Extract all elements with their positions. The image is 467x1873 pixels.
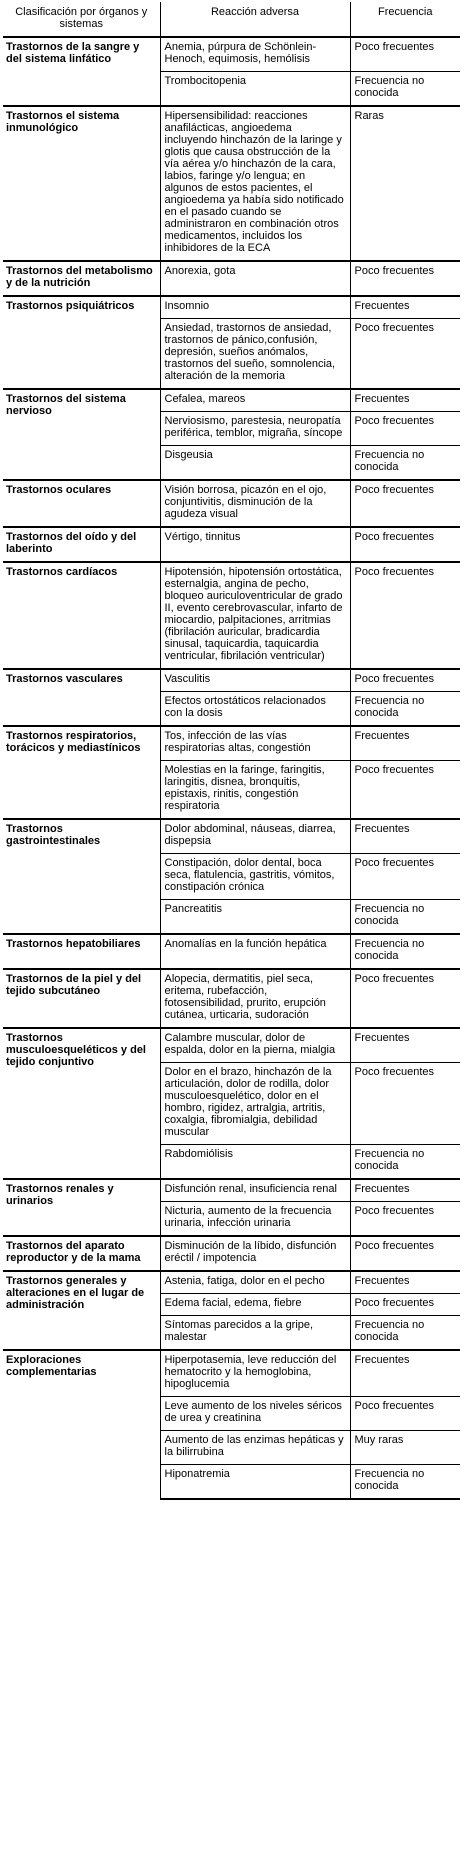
frequency-cell: Poco frecuentes: [350, 969, 460, 1028]
table-row: [3, 1179, 460, 1202]
adverse-reaction-cell: Vasculitis: [160, 669, 350, 692]
frequency-cell: Poco frecuentes: [350, 261, 460, 296]
frequency-cell: Frecuentes: [350, 389, 460, 412]
frequency-cell: Frecuencia no conocida: [350, 692, 460, 727]
table-row: [3, 106, 460, 261]
header-organ-class: Clasificación por órganos y sistemas: [3, 2, 160, 37]
frequency-cell: Poco frecuentes: [350, 412, 460, 446]
adverse-reaction-cell: Cefalea, mareos: [160, 389, 350, 412]
adverse-reaction-cell: Nicturia, aumento de la frecuencia urinaria, infección urinaria: [160, 1202, 350, 1237]
adverse-reaction-cell: Anemia, púrpura de Schönlein-Henoch, equimosis, hemólisis: [160, 37, 350, 72]
adverse-reaction-cell: Calambre muscular, dolor de espalda, dolor en la pierna, mialgia: [160, 1028, 350, 1063]
table-row: [3, 562, 460, 669]
frequency-cell: Poco frecuentes: [350, 1236, 460, 1271]
adverse-reaction-cell: Vértigo, tinnitus: [160, 527, 350, 562]
frequency-cell: Poco frecuentes: [350, 854, 460, 900]
adverse-reaction-cell: Astenia, fatiga, dolor en el pecho: [160, 1271, 350, 1294]
table-row: [3, 37, 460, 72]
organ-class-cell: Trastornos cardíacos: [3, 562, 160, 669]
table-header-row: [3, 2, 460, 37]
organ-class-cell: Trastornos psiquiátricos: [3, 296, 160, 389]
organ-class-cell: Trastornos del aparato reproductor y de la mama: [3, 1236, 160, 1271]
table-row: [3, 389, 460, 412]
table-body: [3, 37, 460, 1499]
adverse-reaction-cell: Anorexia, gota: [160, 261, 350, 296]
adverse-reaction-cell: Disfunción renal, insuficiencia renal: [160, 1179, 350, 1202]
adverse-reaction-cell: Molestias en la faringe, faringitis, laringitis, disnea, bronquitis, epistaxis, rinitis, congestión respiratoria: [160, 761, 350, 820]
adverse-reaction-cell: Hipotensión, hipotensión ortostática, esternalgia, angina de pecho, bloqueo auriculoventricular de grado II, evento cerebrovascular, infarto de miocardio, palpitaciones, arritmias (fibrilación auricular, bradicardia sinusal, taquicardia, taquicardia ventricular, fibrilación ventricular): [160, 562, 350, 669]
frequency-cell: Poco frecuentes: [350, 1294, 460, 1316]
adverse-reaction-cell: Insomnio: [160, 296, 350, 319]
adverse-reaction-cell: Efectos ortostáticos relacionados con la dosis: [160, 692, 350, 727]
frequency-cell: Poco frecuentes: [350, 1202, 460, 1237]
adverse-reaction-cell: Leve aumento de los niveles séricos de urea y creatinina: [160, 1397, 350, 1431]
table-row: [3, 527, 460, 562]
adverse-reaction-cell: Constipación, dolor dental, boca seca, flatulencia, gastritis, vómitos, constipación crónica: [160, 854, 350, 900]
table-row: [3, 969, 460, 1028]
frequency-cell: Frecuentes: [350, 1350, 460, 1397]
frequency-cell: Frecuentes: [350, 726, 460, 761]
frequency-cell: Frecuentes: [350, 296, 460, 319]
frequency-cell: Poco frecuentes: [350, 669, 460, 692]
adverse-reaction-cell: Hiponatremia: [160, 1465, 350, 1500]
adverse-reaction-cell: Síntomas parecidos a la gripe, malestar: [160, 1316, 350, 1351]
adverse-reactions-table: [3, 2, 460, 1500]
table-row: [3, 819, 460, 854]
frequency-cell: Frecuentes: [350, 1179, 460, 1202]
adverse-reaction-cell: Disgeusia: [160, 446, 350, 481]
organ-class-cell: Trastornos musculoesqueléticos y del tejido conjuntivo: [3, 1028, 160, 1179]
frequency-cell: Frecuencia no conocida: [350, 1145, 460, 1180]
frequency-cell: Frecuentes: [350, 819, 460, 854]
adverse-reaction-cell: Dolor abdominal, náuseas, diarrea, dispepsia: [160, 819, 350, 854]
adverse-reaction-cell: Trombocitopenia: [160, 72, 350, 107]
adverse-reaction-cell: Edema facial, edema, fiebre: [160, 1294, 350, 1316]
frequency-cell: Poco frecuentes: [350, 527, 460, 562]
organ-class-cell: Trastornos gastrointestinales: [3, 819, 160, 934]
table-row: [3, 726, 460, 761]
table-row: [3, 261, 460, 296]
organ-class-cell: Trastornos de la piel y del tejido subcutáneo: [3, 969, 160, 1028]
organ-class-cell: Trastornos respiratorios, torácicos y mediastínicos: [3, 726, 160, 819]
adverse-reaction-cell: Pancreatitis: [160, 900, 350, 935]
organ-class-cell: Trastornos generales y alteraciones en el lugar de administración: [3, 1271, 160, 1350]
table-row: [3, 1271, 460, 1294]
table-row: [3, 1028, 460, 1063]
organ-class-cell: Trastornos oculares: [3, 480, 160, 527]
organ-class-cell: Trastornos renales y urinarios: [3, 1179, 160, 1236]
adverse-reaction-cell: Disminución de la líbido, disfunción eréctil / impotencia: [160, 1236, 350, 1271]
organ-class-cell: Trastornos vasculares: [3, 669, 160, 726]
organ-class-cell: Exploraciones complementarias: [3, 1350, 160, 1499]
adverse-reaction-cell: Visión borrosa, picazón en el ojo, conjuntivitis, disminución de la agudeza visual: [160, 480, 350, 527]
table-row: [3, 669, 460, 692]
frequency-cell: Frecuentes: [350, 1271, 460, 1294]
frequency-cell: Frecuencia no conocida: [350, 900, 460, 935]
frequency-cell: Frecuencia no conocida: [350, 446, 460, 481]
frequency-cell: Muy raras: [350, 1431, 460, 1465]
organ-class-cell: Trastornos del metabolismo y de la nutrición: [3, 261, 160, 296]
adverse-reaction-cell: Aumento de las enzimas hepáticas y la bilirrubina: [160, 1431, 350, 1465]
adverse-reaction-cell: Dolor en el brazo, hinchazón de la articulación, dolor de rodilla, dolor musculoesquelético, dolor en el hombro, rigidez, artralgia, artritis, coxalgia, fibromialgia, debilidad muscular: [160, 1063, 350, 1145]
header-adverse-reaction: Reacción adversa: [160, 2, 350, 37]
frequency-cell: Poco frecuentes: [350, 319, 460, 390]
frequency-cell: Frecuentes: [350, 1028, 460, 1063]
adverse-reaction-cell: Rabdomiólisis: [160, 1145, 350, 1180]
organ-class-cell: Trastornos del sistema nervioso: [3, 389, 160, 480]
organ-class-cell: Trastornos del oído y del laberinto: [3, 527, 160, 562]
frequency-cell: Poco frecuentes: [350, 480, 460, 527]
organ-class-cell: Trastornos de la sangre y del sistema linfático: [3, 37, 160, 106]
adverse-reaction-cell: Anomalías en la función hepática: [160, 934, 350, 969]
adverse-reaction-cell: Ansiedad, trastornos de ansiedad, trastornos de pánico,confusión, depresión, sueños anómalos, trastornos del sueño, somnolencia, alteración de la memoria: [160, 319, 350, 390]
frequency-cell: Poco frecuentes: [350, 1063, 460, 1145]
frequency-cell: Frecuencia no conocida: [350, 1316, 460, 1351]
table-row: [3, 934, 460, 969]
adverse-reaction-cell: Hipersensibilidad: reacciones anafilácticas, angioedema incluyendo hinchazón de la laringe y glotis que causa obstrucción de la vía aérea y/o hinchazón de la cara, labios, faringe y/o lengua; en algunos de estos pacientes, el angioedema ya había sido notificado en el pasado cuando se administraron en combinación otros medicamentos, incluidos los inhibidores de la ECA: [160, 106, 350, 261]
table-row: [3, 296, 460, 319]
frequency-cell: Poco frecuentes: [350, 1397, 460, 1431]
frequency-cell: Frecuencia no conocida: [350, 72, 460, 107]
frequency-cell: Frecuencia no conocida: [350, 1465, 460, 1500]
organ-class-cell: Trastornos el sistema inmunológico: [3, 106, 160, 261]
table-row: [3, 1350, 460, 1397]
frequency-cell: Frecuencia no conocida: [350, 934, 460, 969]
frequency-cell: Poco frecuentes: [350, 761, 460, 820]
frequency-cell: Raras: [350, 106, 460, 261]
adverse-reaction-cell: Nerviosismo, parestesia, neuropatía periférica, temblor, migraña, síncope: [160, 412, 350, 446]
adverse-reaction-cell: Tos, infección de las vías respiratorias altas, congestión: [160, 726, 350, 761]
organ-class-cell: Trastornos hepatobiliares: [3, 934, 160, 969]
frequency-cell: Poco frecuentes: [350, 37, 460, 72]
header-frequency: Frecuencia: [350, 2, 460, 37]
adverse-reaction-cell: Hiperpotasemia, leve reducción del hematocrito y la hemoglobina, hipoglucemia: [160, 1350, 350, 1397]
adverse-reaction-cell: Alopecia, dermatitis, piel seca, eritema, rubefacción, fotosensibilidad, prurito, erupción cutánea, urticaria, sudoración: [160, 969, 350, 1028]
frequency-cell: Poco frecuentes: [350, 562, 460, 669]
table-row: [3, 1236, 460, 1271]
table-row: [3, 480, 460, 527]
